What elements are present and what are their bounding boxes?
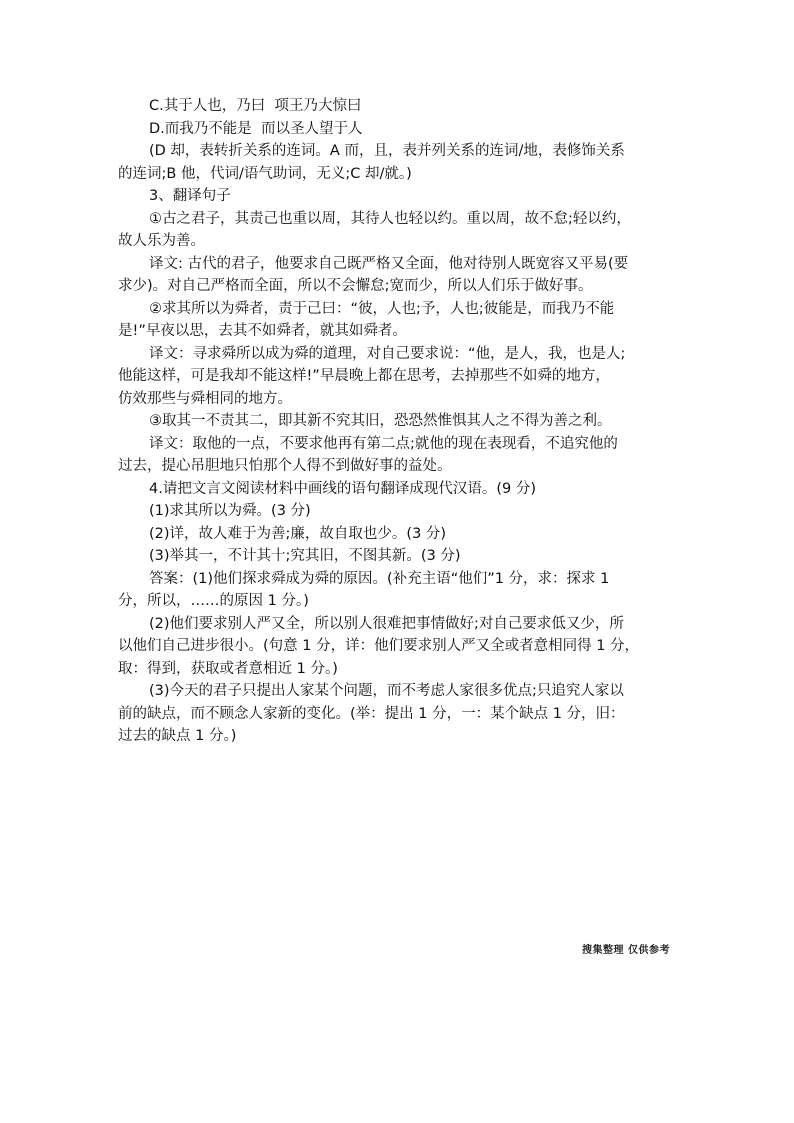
answer-line: 前的缺点，而不顾念人家新的变化。(举：提出 1 分，一：某个缺点 1 分，旧：	[118, 705, 625, 722]
document-body	[118, 95, 680, 748]
text-line: ③取其一不责其二，即其新不究其旧，恐恐然惟惧其人之不得为善之利。	[149, 413, 612, 429]
text-line: 过去，提心吊胆地只怕那个人得不到做好事的益处。	[118, 458, 452, 474]
text-line: 故人乐为善。	[118, 233, 205, 249]
text-line: (1)求其所以为舜。(3 分)	[149, 503, 311, 519]
text-line: D.而我乃不能是 而以圣人望于人	[149, 120, 363, 137]
question-heading: 4.请把文言文阅读材料中画线的语句翻译成现代汉语。(9 分)	[149, 480, 536, 497]
text-line: 是!”早夜以思，去其不如舜者，就其如舜者。	[118, 323, 407, 339]
text-line: 他能这样，可是我却不能这样!”早晨晚上都在思考，去掉那些不如舜的地方，	[118, 368, 610, 384]
text-line: 译文：寻求舜所以成为舜的道理，对自己要求说：“他，是人，我，也是人;	[149, 345, 626, 362]
footer-note: 搜集整理 仅供参考	[582, 945, 670, 956]
answer-line: 过去的缺点 1 分。)	[118, 728, 237, 744]
text-line: ①古之君子，其责己也重以周，其待人也轻以约。重以周，故不怠;轻以约，	[149, 210, 631, 227]
text-line: (2)详，故人难于为善;廉，故自取也少。(3 分)	[149, 525, 447, 542]
answer-line: 以他们自己进步很小。(句意 1 分，详：他们要求别人严又全或者意相同得 1 分，	[118, 638, 640, 654]
text-line: C.其于人也，乃曰 项王乃大惊曰	[149, 98, 362, 114]
text-line: (3)举其一，不计其十;究其旧，不图其新。(3 分)	[149, 548, 461, 564]
text-line: ②求其所以为舜者，责于己曰：“彼，人也;予，人也;彼能是，而我乃不能	[149, 300, 615, 317]
text-line: 仿效那些与舜相同的地方。	[118, 390, 292, 407]
text-line: 的连词;B 他，代词/语气助词，无义;C 却/就。)	[118, 165, 412, 182]
answer-line: 取：得到，获取或者意相近 1 分。)	[118, 660, 338, 677]
text-line: 译文：取他的一点，不要求他再有第二点;就他的现在表现看，不追究他的	[149, 435, 618, 452]
answer-line: (3)今天的君子只提出人家某个问题，而不考虑人家很多优点;只追究人家以	[149, 683, 624, 699]
answer-line: 分，所以，……的原因 1 分。)	[118, 593, 309, 609]
text-line: 译文: 古代的君子，他要求自己既严格又全面，他对待别人既宽容又平易(要	[149, 255, 629, 272]
text-line: 求少)。对自己严格而全面，所以不会懈怠;宽而少，所以人们乐于做好事。	[118, 278, 593, 294]
text-line: (D 却，表转折关系的连词。A 而，且，表并列关系的连词/地，表修饰关系	[149, 143, 625, 159]
section-heading: 3、翻译句子	[149, 188, 231, 204]
answer-line: (2)他们要求别人严又全，所以别人很难把事情做好;对自己要求低又少，所	[149, 615, 624, 632]
answer-line: 答案：(1)他们探求舜成为舜的原因。(补充主语“他们”1 分，求：探求 1	[149, 570, 610, 587]
